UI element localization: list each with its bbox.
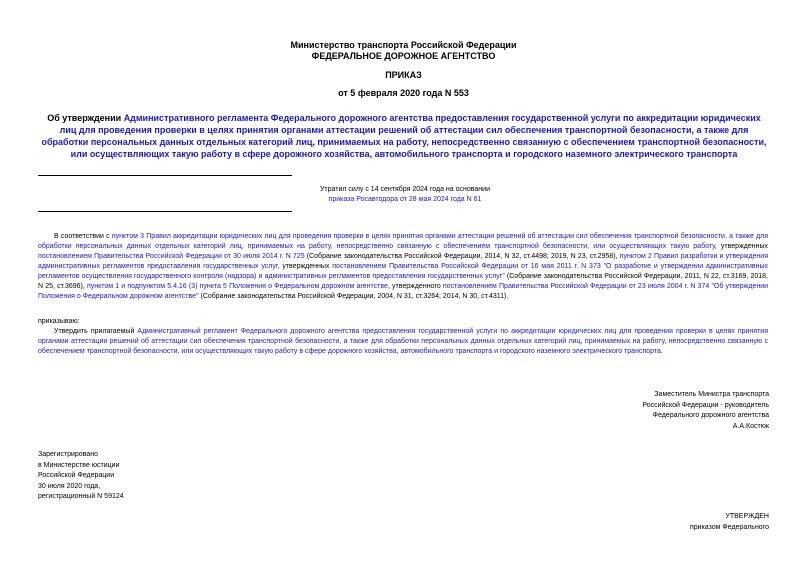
- registration-line: в Министерстве юстиции: [38, 461, 120, 469]
- agency-name: ФЕДЕРАЛЬНОЕ ДОРОЖНОЕ АГЕНТСТВО: [311, 51, 496, 61]
- preamble-text: , утвержденного: [387, 283, 443, 290]
- preamble-text: В соответствии с: [54, 233, 112, 240]
- status-note: [300, 185, 510, 205]
- approve-paragraph: [38, 327, 768, 357]
- divider-bottom: [38, 211, 292, 212]
- signature-block: [642, 390, 769, 432]
- ministry-name: Министерство транспорта Российской Федерации: [290, 40, 517, 50]
- approved-block: [690, 512, 769, 533]
- approve-link-regulation[interactable]: Административный регламент Федерального дорожного агентства предоставления государственной услуги по аккредитации юридических лиц для проведения проверки в целях принятия органами аттестации решений об аттестации сил обеспечения транспортной безопасности, а также для обработки персональных данных отдельных категорий лиц, принимаемых на работу, непосредственно связанную с обеспечением транспортной безопасности, или осуществляющих такую работу в сфере дорожного хозяйства, автомобильного транспорта и городского наземного электрического транспорта: [38, 328, 768, 355]
- signature-line: Российской Федерации - руководитель: [642, 401, 769, 409]
- signature-name: А.А.Костюк: [732, 422, 769, 430]
- approve-text: .: [660, 348, 663, 355]
- order-word: приказываю:: [38, 318, 80, 325]
- preamble-paragraph: [38, 232, 768, 302]
- divider-top: [38, 175, 292, 176]
- registration-line: 30 июля 2020 года,: [38, 482, 101, 490]
- approved-by: приказом Федерального: [689, 523, 769, 531]
- signature-line: Федерального дорожного агентства: [652, 412, 769, 419]
- document-type: ПРИКАЗ: [385, 70, 422, 80]
- approve-text: Утвердить прилагаемый: [54, 328, 138, 335]
- registration-line: Российской Федерации: [38, 472, 115, 479]
- registration-block: [38, 450, 124, 503]
- preamble-link-rules[interactable]: пунктом 3 Правил аккредитации юридических лиц для проведения проверки в целях принятия органами аттестации решений об аттестации сил обеспечения транспортной безопасности, а также для обработки персональных данных отдельных категорий лиц, принимаемых на работу, непосредственно связанную с обеспечением транспортной безопасности, или осуществляющих такую работу: [38, 233, 768, 250]
- approved-label: УТВЕРЖДЕН: [725, 513, 769, 520]
- title-link[interactable]: Административного регламента Федерального дорожного агентства предоставления государственной услуги по аккредитации юридических лиц для проведения проверки в целях принятия органами аттестации решений об аттестации сил обеспечения транспортной безопасности, а также для обработки персональных данных отдельных категорий лиц, принимаемых на работу, непосредственно связанную с обеспечением транспортной безопасности, или осуществляющих такую работу в сфере дорожного хозяйства, автомобильного транспорта и городского наземного электрического транспорта: [41, 113, 767, 159]
- preamble-link-regulation-points[interactable]: пунктом 1 и подпунктом 5.4.16 (3) пункта 5 Положения о Федеральном дорожном агентстве: [86, 283, 388, 290]
- signature-line: Заместитель Министра транспорта: [654, 391, 769, 398]
- preamble-link-resolution-725[interactable]: постановлением Правительства Российской Федерации от 30 июля 2014 г. N 725: [38, 253, 305, 260]
- registration-number: регистрационный N 59124: [38, 493, 124, 500]
- preamble-text: (Собрание законодательства Российской Федерации, 2004, N 31, ст.3264; 2014, N 30, ст.4311).: [198, 293, 509, 300]
- title-prefix: Об утверждении: [47, 113, 124, 123]
- status-note-text: Утратил силу с 14 сентября 2024 года на основании: [319, 186, 490, 193]
- preamble-link-rules-development[interactable]: пунктом 2 Правил разработки и утверждения административных регламентов предоставления государственных услуг: [38, 253, 768, 270]
- preamble-text: , утвержденных: [277, 263, 333, 270]
- preamble-text: , утвержденных: [714, 243, 768, 250]
- preamble-text: (Собрание законодательства Российской Федерации, 2011, N 22, ст.3169, 2018, N 25, ст.3696),: [38, 273, 768, 290]
- preamble-text: (Собрание законодательства Российской Федерации, 2014, N 32, ст.4498; 2019, N 23, ст.2958),: [304, 253, 620, 260]
- preamble-link-resolution-373[interactable]: постановлением Правительства Российской Федерации от 16 мая 2011 г. N 373 "О разработке и утверждении административных регламентов осуществления государственного контроля (надзора) и административных регламентов предоставления государственных услуг": [38, 263, 769, 280]
- registration-line: Зарегистрировано: [38, 451, 98, 458]
- document-date: от 5 февраля 2020 года N 553: [338, 88, 469, 98]
- preamble-link-resolution-374[interactable]: постановлением Правительства Российской Федерации от 23 июля 2004 г. N 374 "Об утверждении Положения о Федеральном дорожном агентстве": [38, 283, 769, 300]
- document-title: [38, 112, 770, 160]
- status-note-link[interactable]: приказа Росавтодора от 28 мая 2024 года N 61: [328, 196, 482, 203]
